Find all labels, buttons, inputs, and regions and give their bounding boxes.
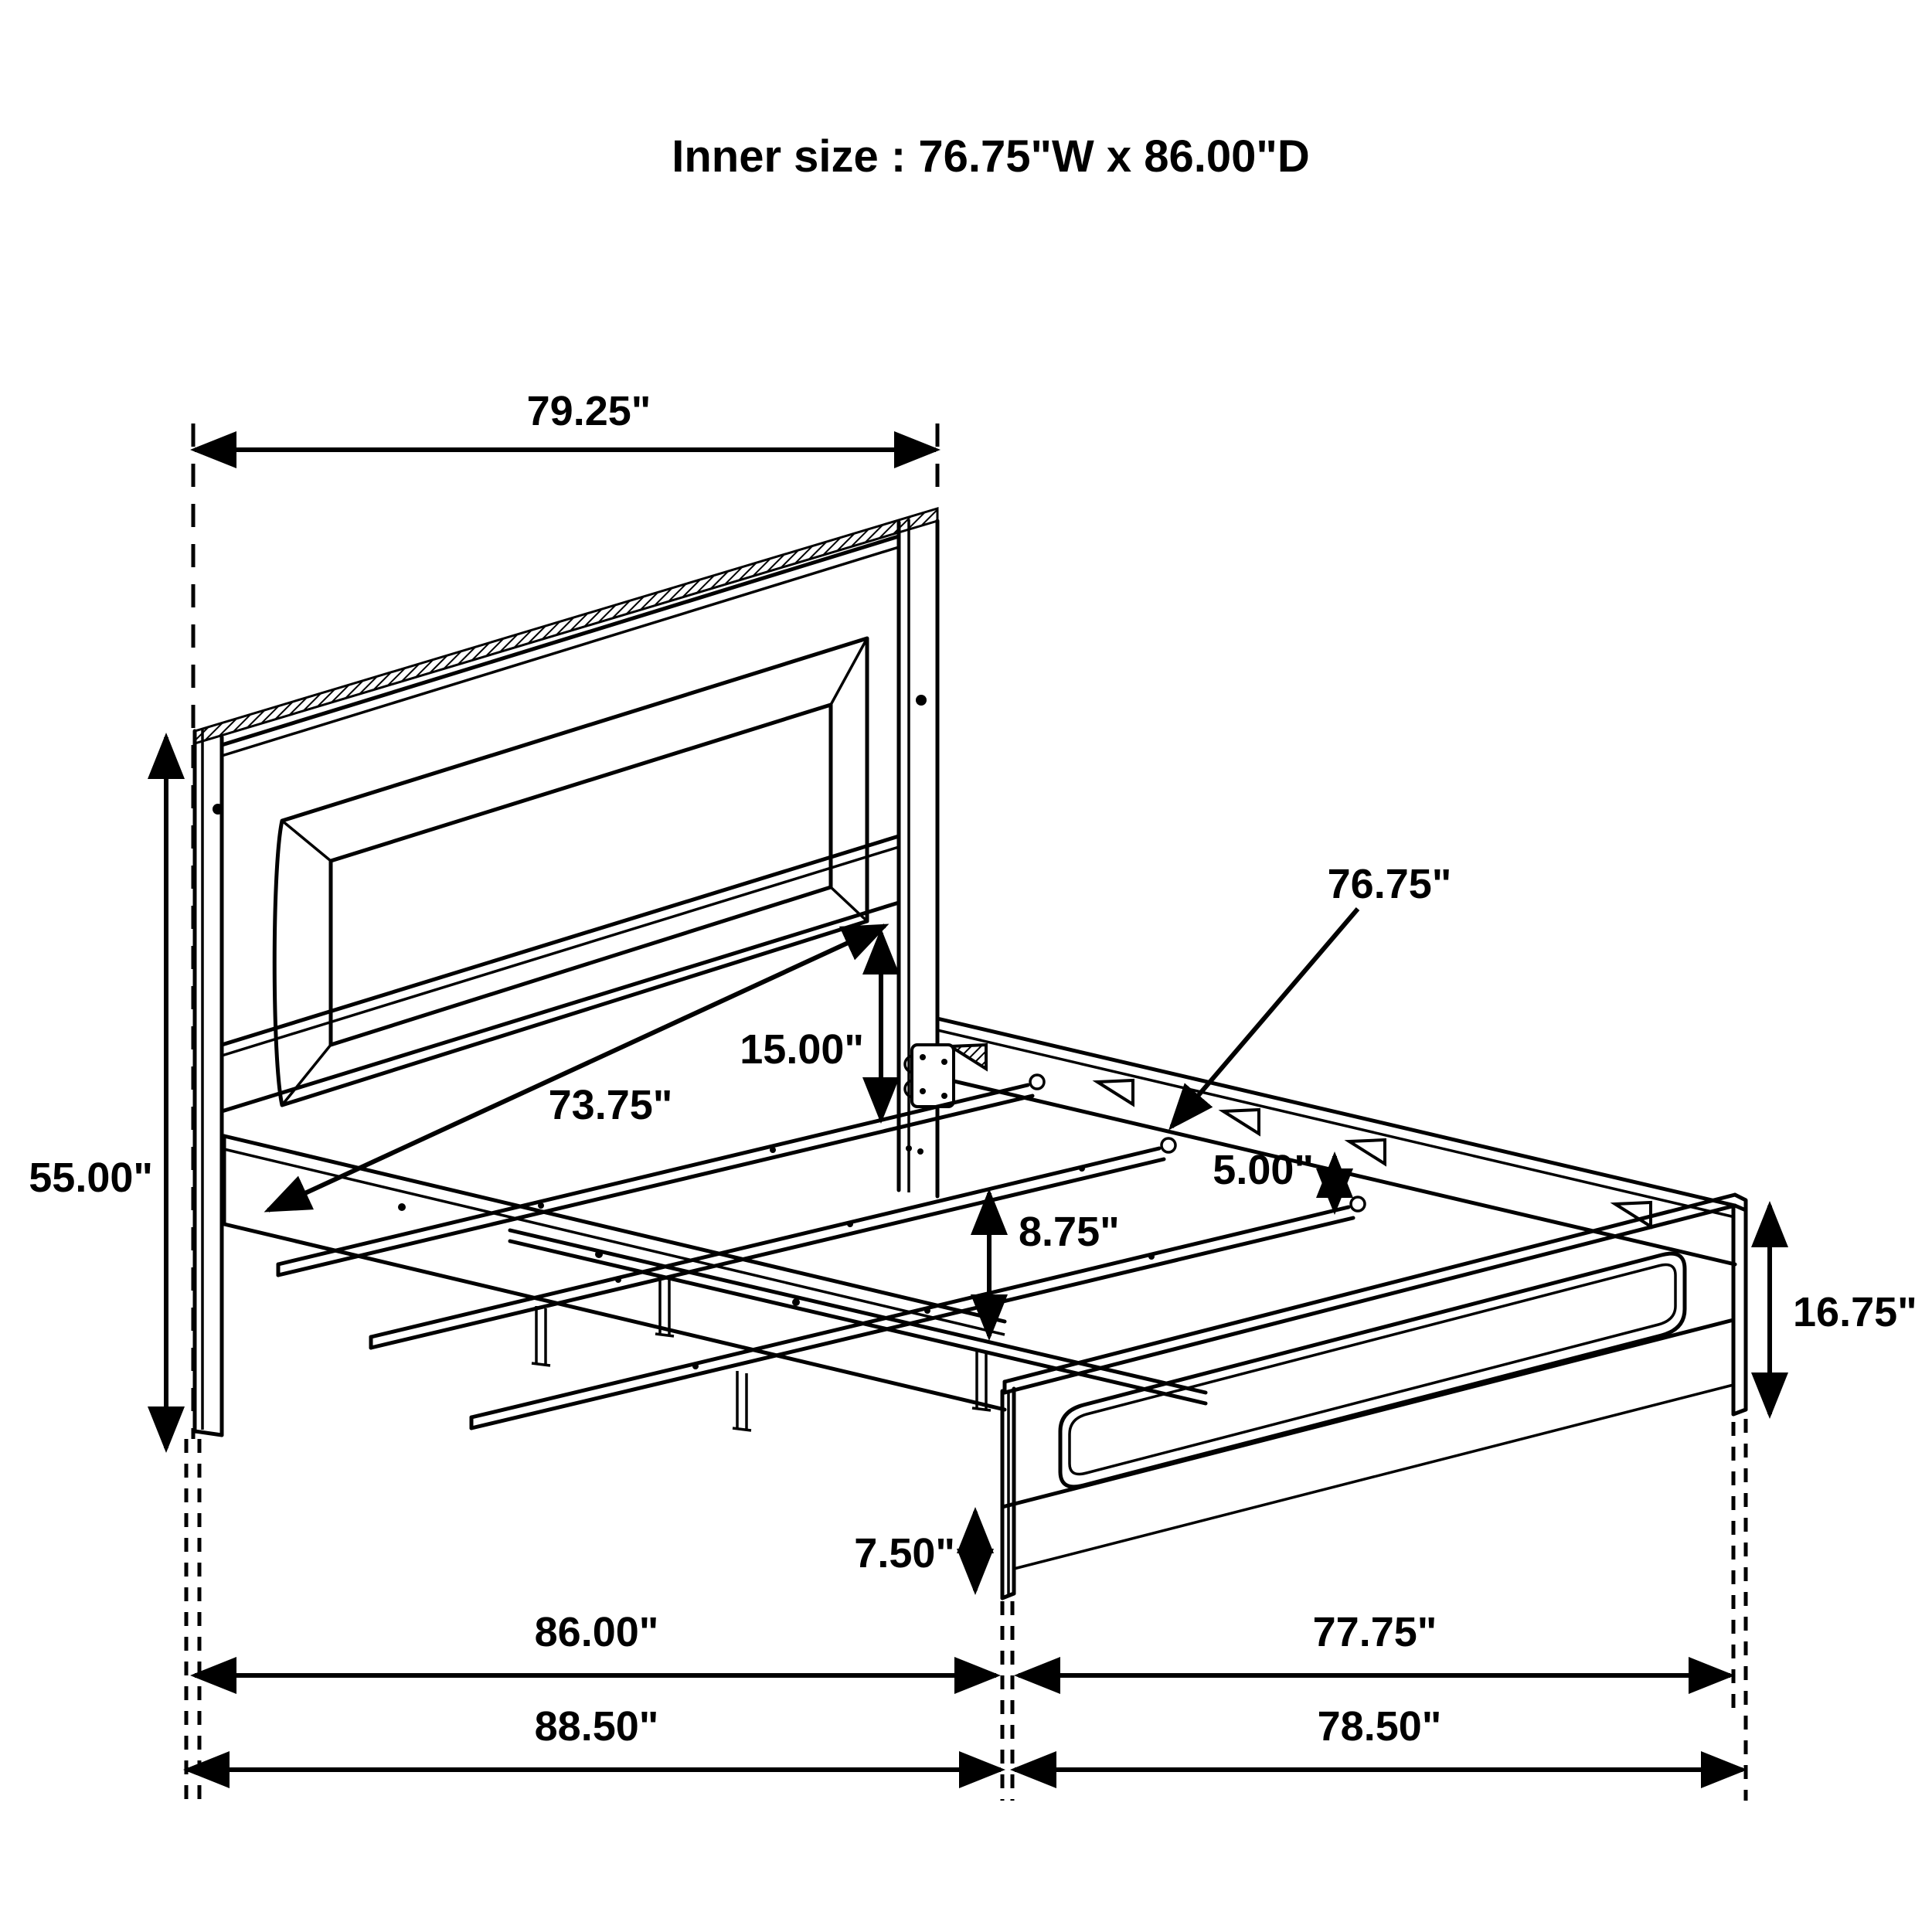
dim-label-inner-length: 86.00"	[534, 1609, 659, 1655]
dim-label-outer-length: 88.50"	[534, 1703, 659, 1750]
dim-label-slat-length: 76.75"	[1327, 861, 1452, 907]
rail-mounting-plate	[912, 1045, 954, 1107]
dim-label-leg-height: 7.50"	[854, 1530, 955, 1577]
dim-label-footboard-outer-width: 78.50"	[1317, 1703, 1442, 1750]
diagram-title: Inner size : 76.75"W x 86.00"D	[672, 131, 1310, 182]
dim-label-headboard-inner-width: 73.75"	[548, 1082, 673, 1128]
dim-label-headboard-height: 55.00"	[29, 1155, 153, 1201]
dim-label-footboard-inner-width: 77.75"	[1312, 1609, 1437, 1655]
dim-label-footboard-height: 16.75"	[1793, 1289, 1917, 1335]
dim-label-slat-drop: 5.00"	[1213, 1147, 1314, 1193]
dim-label-slat-height: 8.75"	[1019, 1209, 1120, 1255]
dim-label-rail-top-height: 15.00"	[740, 1026, 864, 1073]
dim-label-headboard-width: 79.25"	[526, 388, 651, 434]
